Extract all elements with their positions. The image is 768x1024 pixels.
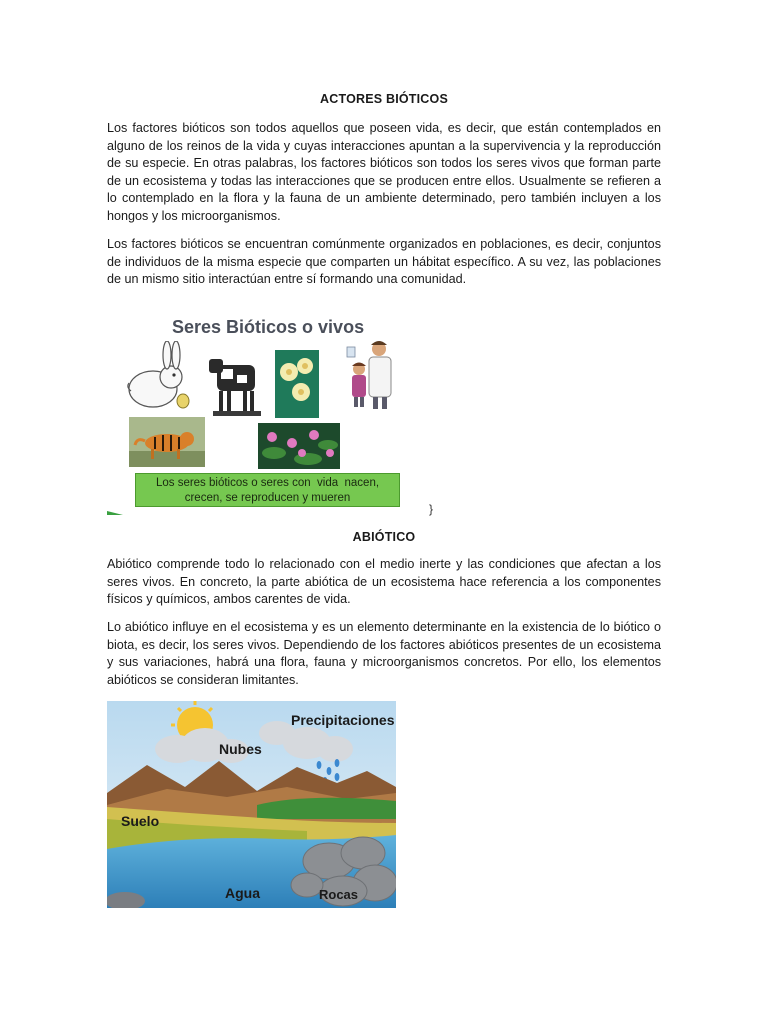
biotic-figure [107, 305, 432, 517]
paragraph-bioticos-2: Los factores bióticos se encuentran comúnmente organizados en poblaciones, es decir, conjuntos de individuos de la misma especie que comparten un hábitat específico. A su vez, las poblaciones de un mismo sitio interactúan entre sí formando una comunidad. [107, 237, 661, 287]
caption-line-2: crecen, se reproducen y mueren [184, 492, 351, 504]
abiotic-figure [107, 701, 396, 908]
label-rocas: Rocas [319, 887, 359, 902]
flowers-illustration [275, 350, 319, 418]
people-illustration [345, 339, 399, 411]
label-precipitaciones: Precipitaciones [291, 712, 395, 728]
cow-illustration [207, 349, 267, 419]
green-corner-mark [107, 509, 127, 517]
paragraph-abiotico-2: Lo abiótico influye en el ecosistema y es un elemento determinante en la existencia de lo biótico o biota, es decir, los seres vivos. Dependiendo de los factores abióticos presentes de un ecosistema y sus variaciones, habrá una flora, fauna y microorganismos concretos. Por ello, los elementos abióticos se consideran limitantes. [107, 620, 661, 687]
caption-line-1: Los seres bióticos o seres con vida nacen, [155, 477, 380, 489]
biotic-figure-caption [135, 473, 400, 507]
label-suelo: Suelo [121, 813, 160, 829]
label-nubes: Nubes [219, 741, 262, 757]
biotic-figure-title: Seres Bióticos o vivos [172, 317, 365, 337]
rabbit-illustration [123, 341, 193, 413]
abiotic-landscape-illustration [107, 701, 396, 908]
paragraph-abiotico-1: Abiótico comprende todo lo relacionado con el medio inerte y las condiciones que afectan a los seres vivos. En concreto, la parte abiótica de un ecosistema hace referencia a los componentes físicos y químicos, ambos carentes de vida. [107, 557, 661, 607]
tiger-illustration [129, 417, 205, 467]
lotus-illustration [258, 423, 340, 469]
label-agua: Agua [225, 885, 260, 901]
heading-abiotico: ABIÓTICO [352, 530, 416, 544]
paragraph-bioticos-1: Los factores bióticos son todos aquellos que poseen vida, es decir, que están contemplados en alguno de los reinos de la vida y cuyas interacciones apuntan a la supervivencia y la reproducción de su especie. En otras palabras, los factores bióticos son todos los seres vivos que forman parte de un ecosistema y todas las interacciones que se producen entre ellos. Usualmente se refieren a lo contemplado en la flora y la fauna de un ambiente determinado, pero también incluyen a los hongos y los microorganismos. [107, 121, 661, 223]
heading-bioticos: ACTORES BIÓTICOS [320, 92, 448, 106]
stray-brace: } [429, 502, 434, 516]
